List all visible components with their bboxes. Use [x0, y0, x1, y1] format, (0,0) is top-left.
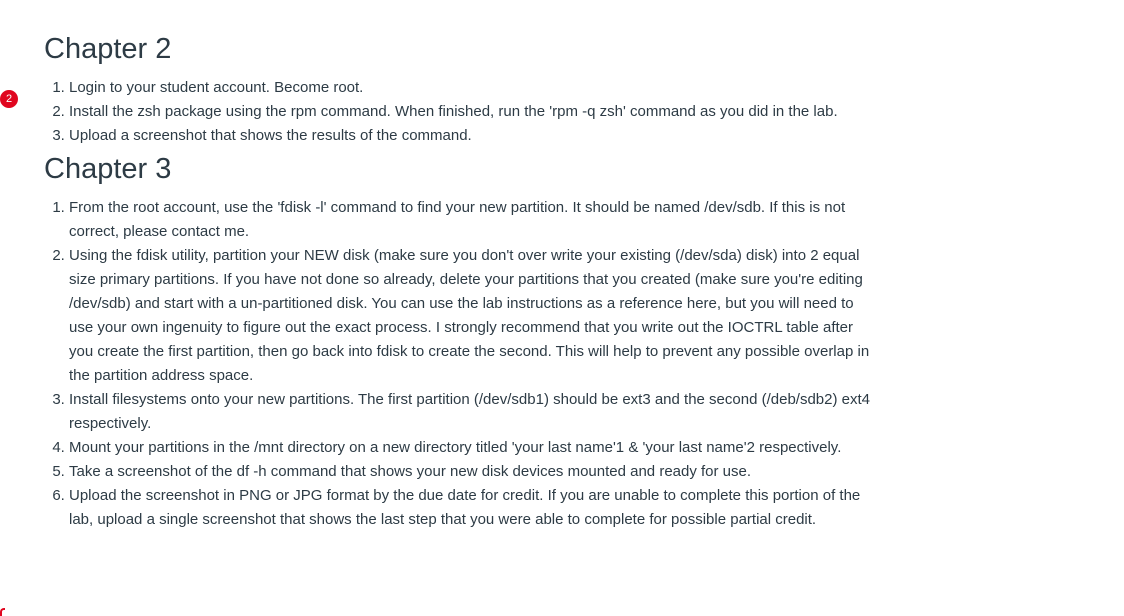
list-item: 2. Using the fdisk utility, partition your NEW disk (make sure you don't over write your existing (/dev/sda) disk) into 2 equal size primary partitions. If you have not done so already, delete your partitions that you created (make sure you're editing /dev/sdb) and start with a un-partitioned disk. You can use the lab instructions as a reference here, but you will need to use your own ingenuity to figure out the exact process. I strongly recommend that you write out the IOCTRL table after you create the first partition, then go back into fdisk to create the second. This will help to prevent any possible overlap in the partition address space. [69, 244, 874, 388]
chapter-3-steps [44, 196, 874, 532]
list-item: 5. Take a screenshot of the df -h command that shows your new disk devices mounted and ready for use. [69, 460, 874, 484]
list-item: 3. Upload a screenshot that shows the results of the command. [69, 124, 874, 148]
list-item: 1. From the root account, use the 'fdisk -l' command to find your new partition. It should be named /dev/sdb. If this is not correct, please contact me. [69, 196, 874, 244]
list-item: 6. Upload the screenshot in PNG or JPG format by the due date for credit. If you are unable to complete this portion of the lab, upload a single screenshot that shows the last step that you were able to complete for possible partial credit. [69, 484, 874, 532]
list-item: 4. Mount your partitions in the /mnt directory on a new directory titled 'your last name'1 & 'your last name'2 respectively. [69, 436, 874, 460]
chapter-2-heading: Chapter 2 [44, 33, 172, 65]
list-item: 1. Login to your student account. Become root. [69, 76, 874, 100]
partial-edge-icon [0, 608, 5, 616]
assignment-content [44, 30, 874, 532]
list-item: 3. Install filesystems onto your new partitions. The first partition (/dev/sdb1) should be ext3 and the second (/deb/sdb2) ext4 respectively. [69, 388, 874, 436]
notification-badge[interactable]: 2 [0, 90, 18, 108]
chapter-3-heading: Chapter 3 [44, 153, 172, 185]
list-item: 2. Install the zsh package using the rpm command. When finished, run the 'rpm -q zsh' command as you did in the lab. [69, 100, 874, 124]
chapter-2-steps [44, 76, 874, 148]
